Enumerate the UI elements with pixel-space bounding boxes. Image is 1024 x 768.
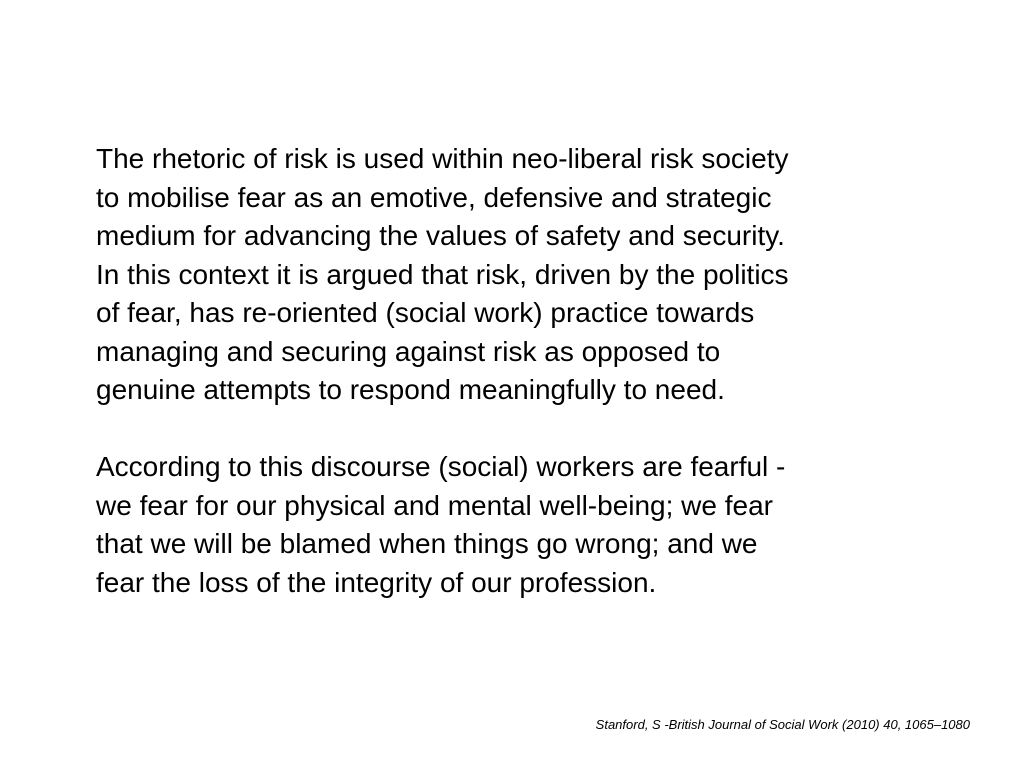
citation: Stanford, S -British Journal of Social Work (2010) 40, 1065–1080 [595, 717, 970, 732]
text-line: medium for advancing the values of safety and security. [96, 220, 785, 251]
text-line: According to this discourse (social) workers are fearful - [96, 451, 786, 482]
text-line: In this context it is argued that risk, driven by the politics [96, 258, 789, 290]
text-line: managing and securing against risk as opposed to [96, 335, 721, 367]
text-line: we fear for our physical and mental well-being; we fear [96, 489, 774, 521]
text-line: The rhetoric of risk is used within neo-liberal risk society [96, 143, 789, 174]
text-line: fear the loss of the integrity of our profession. [96, 566, 657, 598]
text-line: that we will be blamed when things go wrong; and we [96, 528, 758, 559]
paragraph-risk-rhetoric [96, 140, 956, 410]
paragraph-fearful-workers [96, 448, 956, 602]
text-line: to mobilise fear as an emotive, defensive and strategic [96, 181, 772, 213]
text-line: genuine attempts to respond meaningfully to need. [96, 374, 725, 405]
text-line: of fear, has re-oriented (social work) practice towards [96, 297, 755, 328]
slide-body [96, 140, 956, 602]
